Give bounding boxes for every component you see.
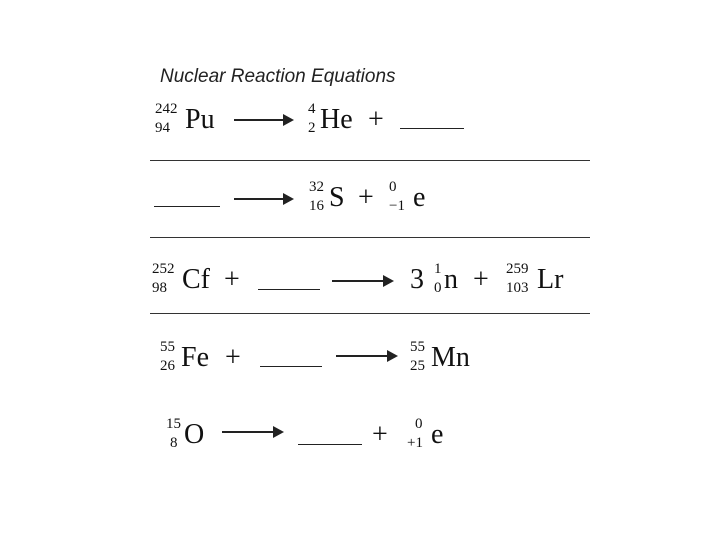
answer-blank[interactable] [258, 289, 320, 290]
mass-number: 55 [160, 339, 175, 355]
mass-number: 259 [506, 261, 529, 277]
element-symbol: Fe [181, 342, 209, 373]
atomic-number: 94 [155, 120, 170, 136]
element-symbol: Lr [537, 264, 564, 295]
atomic-number: 8 [170, 435, 178, 451]
mass-number: 252 [152, 261, 175, 277]
atomic-number: 98 [152, 280, 167, 296]
atomic-number: 0 [434, 280, 442, 296]
mass-number: 55 [410, 339, 425, 355]
divider [150, 160, 590, 161]
plus-sign: + [473, 264, 489, 295]
element-symbol: n [444, 264, 458, 295]
page-title: Nuclear Reaction Equations [160, 66, 396, 87]
reaction-arrow [234, 114, 294, 126]
mass-number: 0 [389, 179, 397, 195]
element-symbol: S [329, 182, 345, 213]
atomic-number: −1 [389, 198, 405, 214]
atomic-number: +1 [407, 435, 423, 451]
atomic-number: 16 [309, 198, 324, 214]
atomic-number: 26 [160, 358, 175, 374]
element-symbol: e [431, 419, 444, 450]
atomic-number: 25 [410, 358, 425, 374]
answer-blank[interactable] [298, 444, 362, 445]
answer-blank[interactable] [260, 366, 322, 367]
answer-blank[interactable] [400, 128, 464, 129]
plus-sign: + [368, 104, 384, 135]
reaction-arrow [332, 275, 394, 287]
mass-number: 4 [308, 101, 316, 117]
coefficient: 3 [410, 264, 424, 295]
reaction-arrow [234, 193, 294, 205]
reaction-arrow [336, 350, 398, 362]
element-symbol: O [184, 419, 205, 450]
element-symbol: Mn [431, 342, 470, 373]
element-symbol: e [413, 182, 426, 213]
mass-number: 1 [434, 261, 442, 277]
plus-sign: + [225, 342, 241, 373]
element-symbol: Cf [182, 264, 210, 295]
atomic-number: 103 [506, 280, 529, 296]
mass-number: 32 [309, 179, 324, 195]
divider [150, 237, 590, 238]
mass-number: 15 [166, 416, 181, 432]
mass-number: 242 [155, 101, 178, 117]
atomic-number: 2 [308, 120, 316, 136]
plus-sign: + [358, 182, 374, 213]
reaction-arrow [222, 426, 284, 438]
answer-blank[interactable] [154, 206, 220, 207]
divider [150, 313, 590, 314]
plus-sign: + [224, 264, 240, 295]
element-symbol: Pu [185, 104, 215, 135]
mass-number: 0 [415, 416, 423, 432]
plus-sign: + [372, 419, 388, 450]
element-symbol: He [320, 104, 353, 135]
